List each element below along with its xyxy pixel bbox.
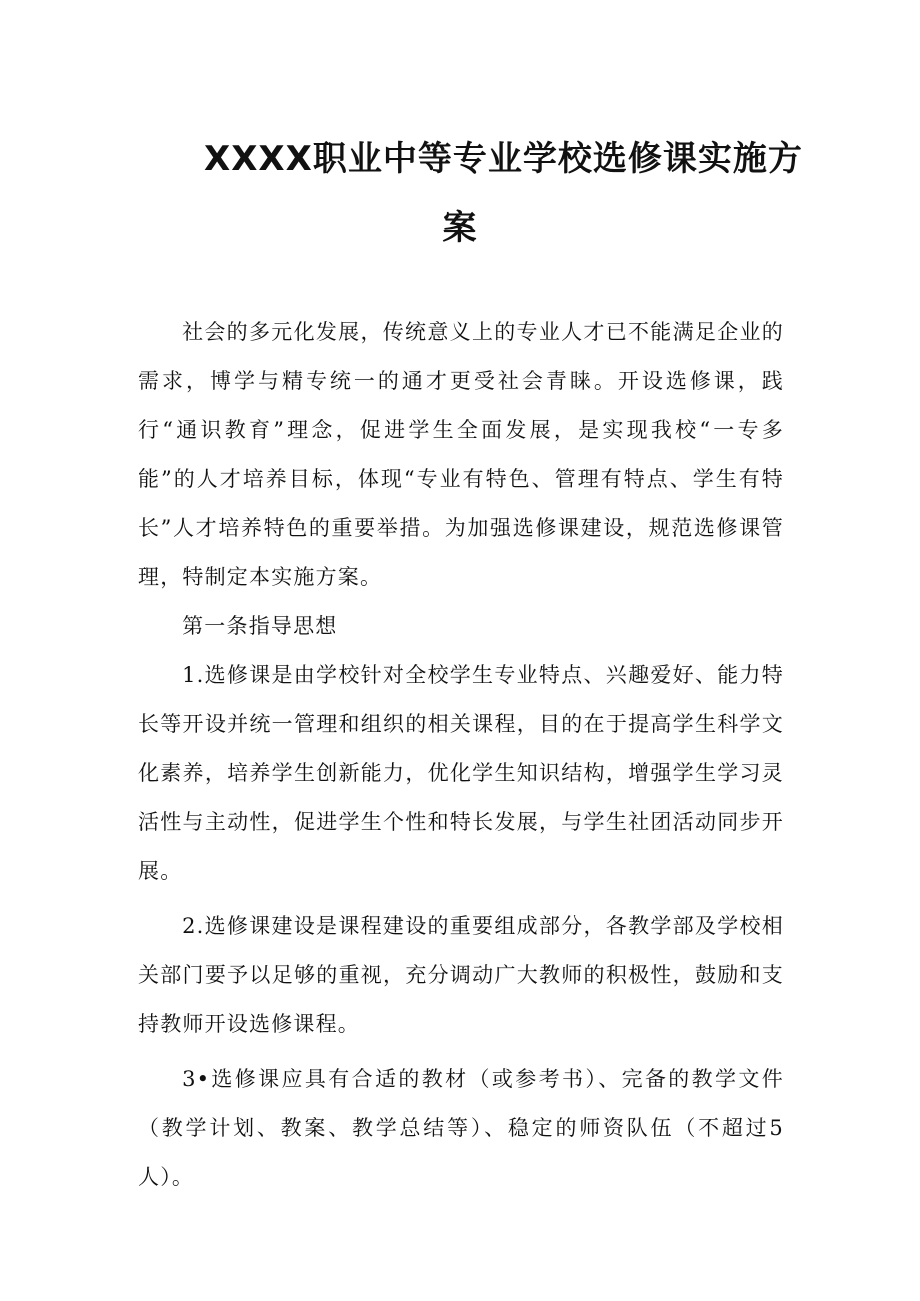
intro-paragraph: 社会的多元化发展，传统意义上的专业人才已不能满足企业的需求，博学与精专统一的通才更受社会青睐。开设选修课，践行“通识教育”理念，促进学生全面发展，是实现我校“一专多能”的人才培养目标，体现“专业有特色、管理有特点、学生有特长”人才培养特色的重要举措。为加强选修课建设，规范选修课管理，特制定本实施方案。 <box>138 320 784 589</box>
document-title-line2: 案 <box>442 208 478 248</box>
clause-paragraph-3: 3•选修课应具有合适的教材（或参考书）、完备的教学文件（教学计划、教案、教学总结等）、稳定的师资队伍（不超过5人）。 <box>138 1067 784 1189</box>
clause-paragraph-2: 2.选修课建设是课程建设的重要组成部分，各教学部及学校相关部门要予以足够的重视，充分调动广大教师的积极性，鼓励和支持教师开设选修课程。 <box>138 914 784 1036</box>
document-body <box>138 308 784 1202</box>
section-heading: 第一条指导思想 <box>182 614 338 638</box>
clause-paragraph-1: 1.选修课是由学校针对全校学生专业特点、兴趣爱好、能力特长等开设并统一管理和组织的相关课程，目的在于提高学生科学文化素养，培养学生创新能力，优化学生知识结构，增强学生学习灵活性与主动性，促进学生个性和特长发展，与学生社团活动同步开展。 <box>138 663 784 883</box>
document-title-line1: XXXX职业中等专业学校选修课实施方 <box>204 139 803 179</box>
